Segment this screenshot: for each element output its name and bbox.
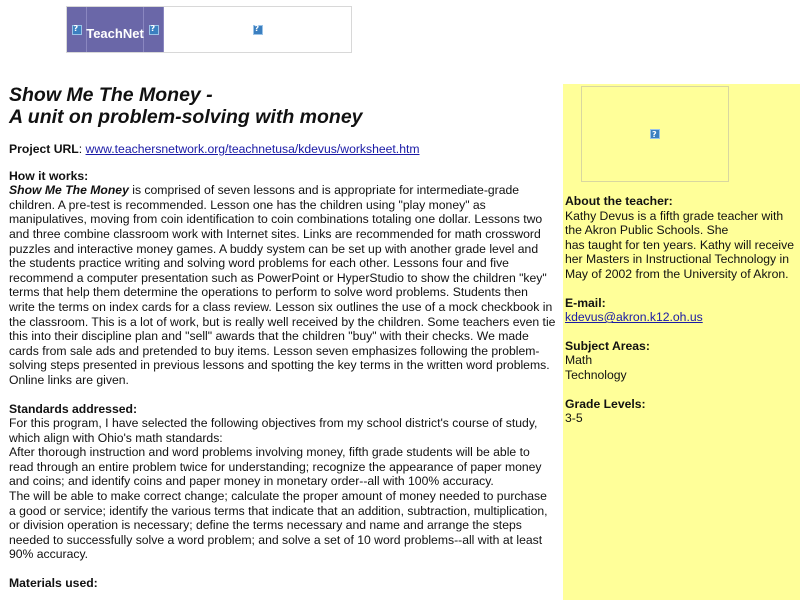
sidebar-content <box>565 194 797 440</box>
teacher-photo <box>581 86 729 182</box>
materials-section <box>9 576 557 591</box>
project-url-label: Project URL <box>9 142 79 156</box>
banner-purple-section <box>67 7 164 52</box>
how-it-works-section <box>9 169 557 388</box>
project-url-row <box>9 142 557 157</box>
email-heading: E-mail: <box>565 295 606 310</box>
standards-section <box>9 402 557 563</box>
project-url-link[interactable]: www.teachersnetwork.org/teachnetusa/kdevus/worksheet.htm <box>85 142 420 156</box>
how-it-works-heading: How it works: <box>9 168 89 183</box>
teachnet-banner <box>66 6 352 53</box>
banner-right-image[interactable] <box>144 7 164 52</box>
teachnet-logo[interactable] <box>87 7 144 52</box>
how-it-works-text <box>9 183 557 387</box>
subject-item: Technology <box>565 367 627 382</box>
title-line-1: Show Me The Money - <box>9 84 213 106</box>
subject-areas-heading: Subject Areas: <box>565 338 650 353</box>
materials-heading: Materials used: <box>9 576 98 591</box>
broken-image-icon <box>72 25 82 35</box>
broken-image-icon <box>149 25 159 35</box>
project-url-separator: : <box>78 142 86 156</box>
standards-intro: For this program, I have selected the following objectives from my school district's course of study, which align with Ohio's math standards: <box>9 416 538 445</box>
email-block <box>565 296 797 325</box>
email-link[interactable]: kdevus@akron.k12.oh.us <box>565 310 703 325</box>
about-teacher-block <box>565 194 797 282</box>
about-teacher-line-1: Kathy Devus is a fifth grade teacher with the Akron Public Schools. She <box>565 208 784 238</box>
teacher-sidebar <box>563 84 800 600</box>
grade-levels-block <box>565 397 797 426</box>
banner-left-image[interactable] <box>67 7 87 52</box>
page-title <box>9 84 557 128</box>
main-content <box>9 84 557 605</box>
about-teacher-heading: About the teacher: <box>565 194 673 208</box>
standards-objective-1: After thorough instruction and word problems involving money, fifth grade students will be able to read through an entire problem twice for understanding; recognize the appearance of paper money and coins; and identify coins and paper money in monetary order--all with 100% accuracy. <box>9 445 542 489</box>
subject-item: Math <box>565 353 593 368</box>
banner-ad-image[interactable] <box>164 7 351 52</box>
broken-image-icon <box>253 25 263 35</box>
standards-objective-2: The will be able to make correct change; calculate the proper amount of money needed to purchase a good or service; identify the various terms that indicate that an addition, subtraction, multiplication, or division operation is necessary; define the terms necessary and name and arrange the steps needed to successfully solve a word problem; and solve a set of 10 word problems--all with at least 90% accuracy. <box>9 489 548 562</box>
about-teacher-line-2: has taught for ten years. Kathy will receive her Masters in Instructional Technology in May of 2002 from the University of Akron. <box>565 237 794 281</box>
how-it-works-body: is comprised of seven lessons and is appropriate for intermediate-grade children. A pre-test is recommended. Lesson one has the children using "play money" as manipulatives, moving from coin identification to coin combinations totaling one dollar. Lessons two and three combine classroom work with Internet sites. Links are recommended for math crossword puzzles and interactive money games. A buddy system can be set up with another grade level and the students practice writing and solving word problems for each other. Lessons four and five recommend a computer presentation such as PowerPoint or HyperStudio to show the children "key" terms that help them determine the operations to perform to solve word problems. Students then write the terms on index cards for a class review. Lesson six outlines the use of a mock checkbook in the classroom. This is a lot of work, but is really well received by the children. Some teachers even tie this into their discipline plan and "sell" awards that the children "buy" with their checks. We made cards from sale ads and pretended to buy items. Lesson seven emphasizes following the problem-solving steps presented in previous lessons and spotting the key terms in the written word problems. Online links are given. <box>9 183 556 387</box>
grade-levels-value: 3-5 <box>565 411 583 426</box>
logo-text: TeachNet <box>86 26 144 41</box>
how-it-works-lead: Show Me The Money <box>9 183 129 198</box>
standards-heading: Standards addressed: <box>9 401 138 416</box>
subject-areas-block <box>565 339 797 383</box>
broken-image-icon <box>650 129 660 139</box>
grade-levels-heading: Grade Levels: <box>565 396 646 411</box>
title-line-2: A unit on problem-solving with money <box>9 106 363 128</box>
